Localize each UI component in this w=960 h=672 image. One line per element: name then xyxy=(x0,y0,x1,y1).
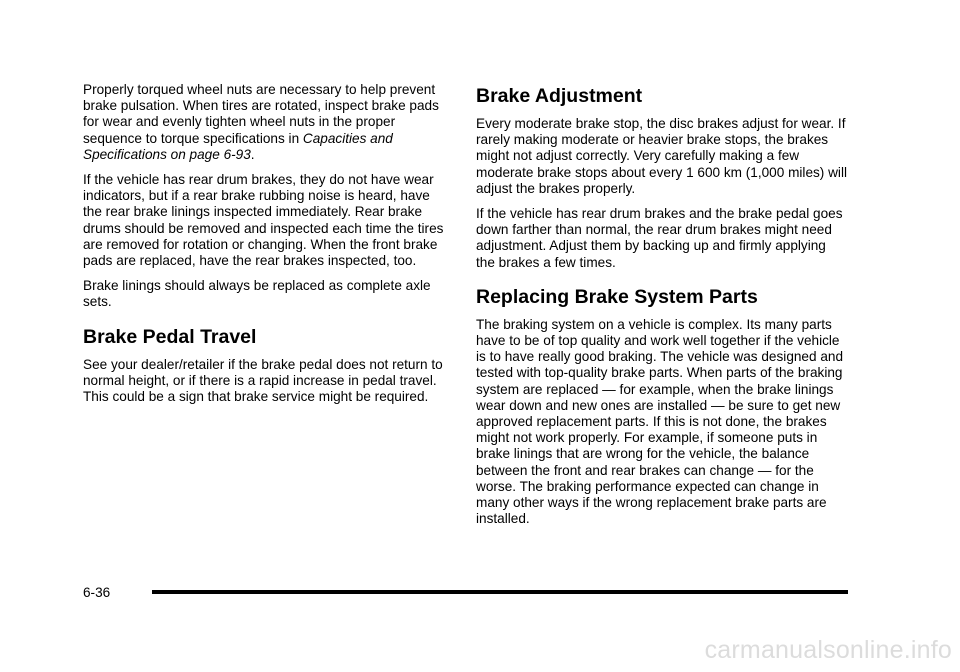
page-number: 6-36 xyxy=(83,585,111,600)
disc-brakes-paragraph: Every moderate brake stop, the disc brakes adjust for wear. If rarely making moderate or heavier brake stops, the brakes might not adjust correctly. Very carefully making a few moderate brake stops about every 1 600 km (1,000 miles) will adjust the brakes properly. xyxy=(476,116,847,196)
wheel-nuts-end: . xyxy=(250,146,255,162)
wheel-nuts-text: Properly torqued wheel nuts are necessary to help prevent brake pulsation. When tires are rotated, inspect brake pads for wear and evenly tighten wheel nuts in the proper sequence to torque specifications in xyxy=(83,82,439,146)
footer-rule xyxy=(152,590,848,594)
replacing-parts-heading: Replacing Brake System Parts xyxy=(476,285,758,308)
braking-system-paragraph: The braking system on a vehicle is complex. Its many parts have to be of top quality and work well together if the vehicle is to have really good braking. The vehicle was designed and tested with top-quality brake parts. When parts of the braking system are replaced — for example, when the brake linings wear down and new ones are installed — be sure to get new approved replacement parts. If this is not done, the brakes might not work properly. For example, if someone puts in brake linings that are wrong for the vehicle, the balance between the front and rear brakes can change — for the worse. The braking performance expected can change in many other ways if the wrong replacement brake parts are installed. xyxy=(476,316,844,527)
left-column xyxy=(83,82,445,414)
pedal-travel-paragraph: See your dealer/retailer if the brake pedal does not return to normal height, or if there is a rapid increase in pedal travel. This could be a sign that brake service might be required. xyxy=(83,356,443,405)
brake-adjustment-heading: Brake Adjustment xyxy=(476,85,643,107)
axle-sets-paragraph: Brake linings should always be replaced as complete axle sets. xyxy=(83,278,431,310)
capacities-xref-link[interactable]: Capacities and Specifications on page 6-93 xyxy=(83,130,393,162)
drum-adjust-paragraph: If the vehicle has rear drum brakes and the brake pedal goes down farther than normal, the rear drum brakes might need adjustment. Adjust them by backing up and firmly applying the brakes a few times. xyxy=(476,206,843,270)
watermark: carmanualsonline.info xyxy=(704,636,952,664)
right-column xyxy=(476,84,848,536)
brake-pedal-travel-heading: Brake Pedal Travel xyxy=(83,325,257,348)
rear-drum-paragraph: If the vehicle has rear drum brakes, they do not have wear indicators, but if a rear brake rubbing noise is heard, have the rear brake linings inspected immediately. Rear brake drums should be removed and inspected each time the tires are removed for rotation or changing. When the front brake pads are replaced, have the rear brakes inspected, too. xyxy=(83,172,444,269)
wheel-nuts-paragraph xyxy=(83,82,445,163)
